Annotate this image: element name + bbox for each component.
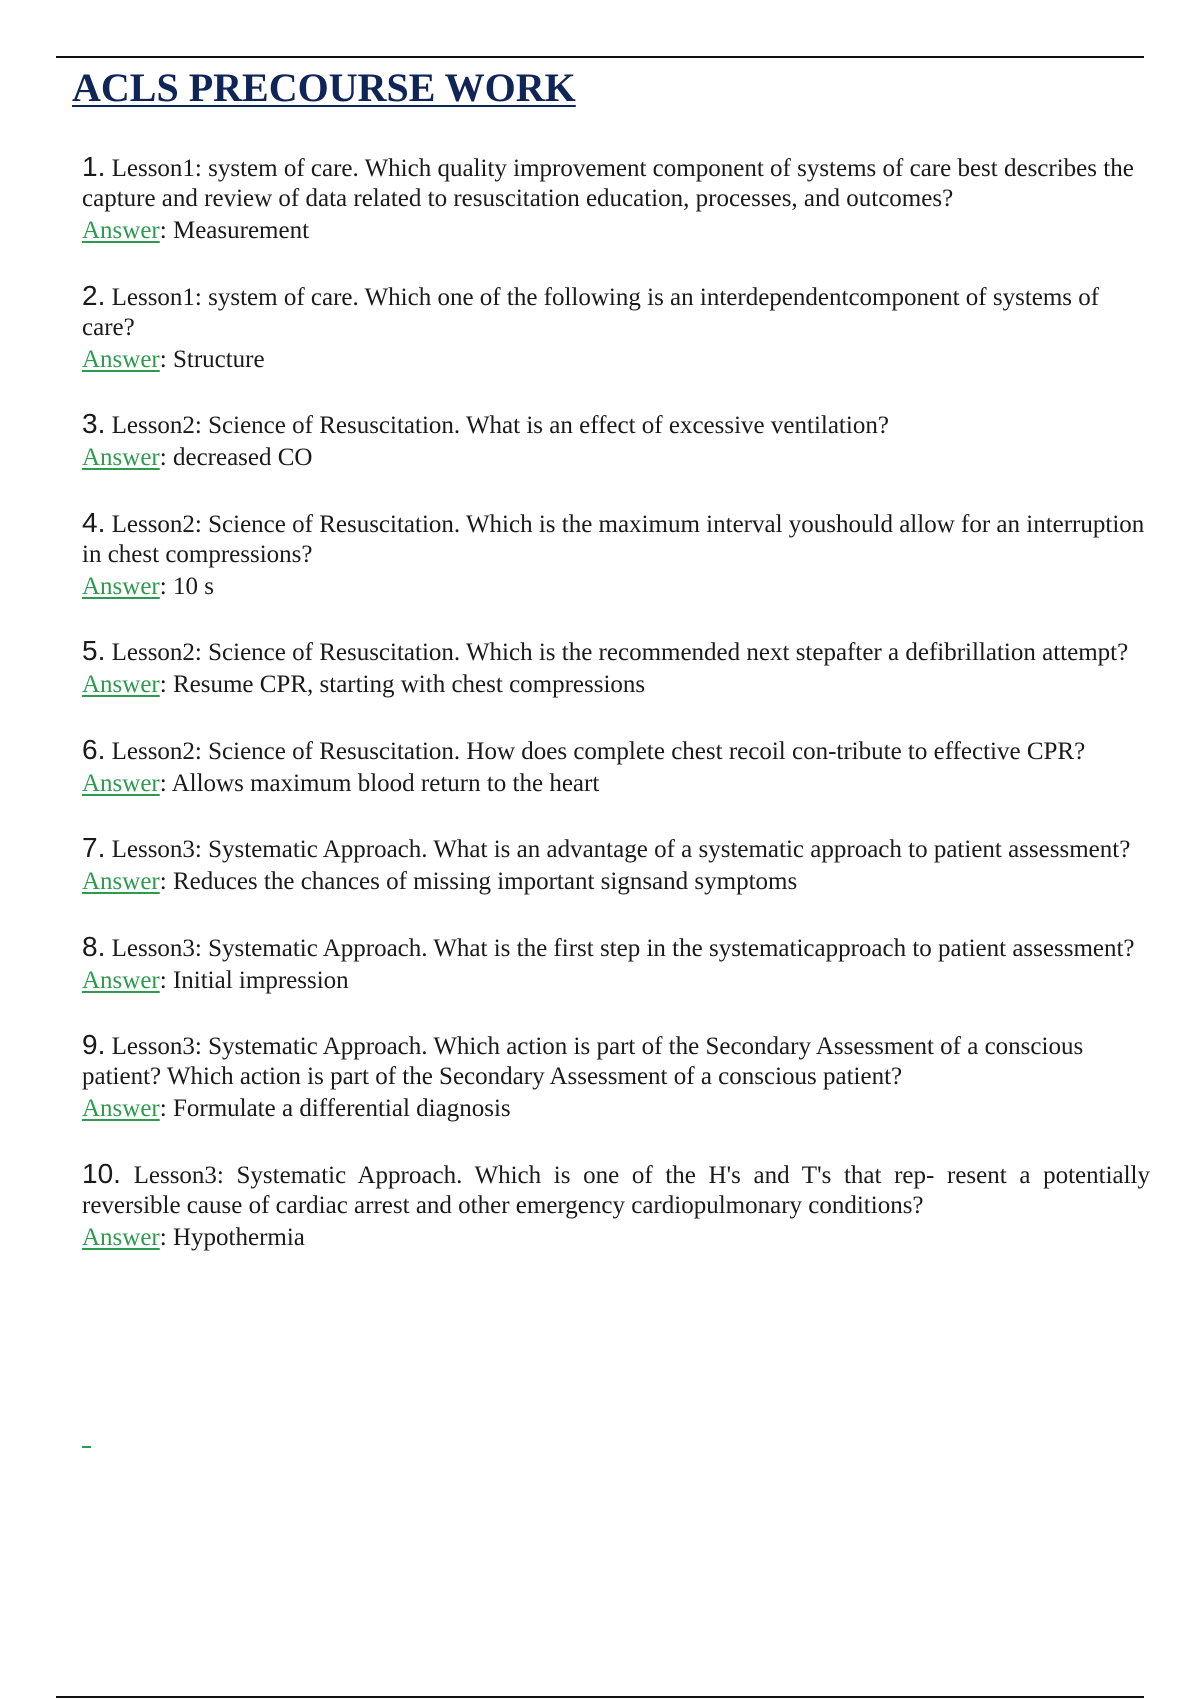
answer-value: Resume CPR, starting with chest compressions: [172, 671, 646, 698]
question-item: [82, 281, 1150, 375]
answer-label: Answer: [82, 868, 160, 895]
answer-label: Answer: [82, 572, 160, 600]
question-item: [82, 409, 1150, 473]
answer-value: Initial impression: [172, 966, 349, 994]
answer-label: Answer: [82, 444, 160, 471]
question-number: 6.: [82, 733, 106, 765]
question-number: 8.: [82, 930, 106, 962]
question-number: 1.: [82, 151, 106, 182]
question-body: Lesson3: Systematic Approach. Which action is part of the Secondary Assessment of a conscious patient? Which action is part of the Secondary Assessment of a conscious patient?: [82, 1033, 1084, 1090]
answer-label: Answer: [82, 966, 160, 994]
answer-separator: :: [159, 1095, 173, 1122]
answer-value: Structure: [172, 345, 265, 373]
question-number: 3.: [82, 408, 106, 439]
question-item: [82, 833, 1150, 897]
question-body: Lesson2: Science of Resuscitation. What is an effect of excessive ventilation?: [111, 412, 889, 439]
question-text: [82, 1159, 1150, 1221]
answer-separator: :: [159, 966, 173, 994]
question-item: [82, 932, 1150, 996]
answer-separator: :: [159, 868, 173, 895]
question-item: [82, 1159, 1150, 1253]
answer-line: [82, 866, 1150, 897]
answer-label: Answer: [82, 1095, 160, 1122]
answer-label: Answer: [82, 345, 160, 373]
answer-value: Hypothermia: [172, 1223, 305, 1251]
answer-label: Answer: [82, 1223, 160, 1251]
top-rule: [56, 56, 1144, 58]
bottom-rule: [56, 1696, 1144, 1698]
answer-line: [82, 768, 1150, 799]
question-text: [82, 932, 1150, 964]
answer-line: [82, 442, 1150, 473]
answer-separator: :: [159, 217, 173, 244]
question-text: [82, 1030, 1150, 1092]
question-text: [82, 636, 1150, 668]
question-body: Lesson1: system of care. Which quality improvement component of systems of care best describes the capture and review of data related to resuscitation education, processes, and outcomes?: [82, 155, 1134, 212]
question-item: [82, 508, 1150, 602]
answer-value: Formulate a differential diagnosis: [172, 1095, 511, 1122]
answer-separator: :: [159, 769, 172, 797]
question-item: [82, 735, 1150, 799]
question-body: Lesson2: Science of Resuscitation. Which is the recommended next stepafter a defibrillation attempt?: [111, 639, 1129, 666]
question-body: Lesson3: Systematic Approach. Which is one of the H's and T's that rep- resent a potentially reversible cause of cardiac arrest and other emergency cardiopulmonary conditions?: [82, 1161, 1151, 1219]
answer-value: 10 s: [172, 572, 214, 600]
answer-value: Reduces the chances of missing important signsand symptoms: [172, 868, 798, 895]
answer-separator: :: [159, 671, 173, 698]
question-body: Lesson3: Systematic Approach. What is the first step in the systematicapproach to patient assessment?: [111, 934, 1135, 962]
question-body: Lesson2: Science of Resuscitation. How does complete chest recoil con-tribute to effective CPR?: [111, 737, 1086, 765]
question-body: Lesson1: system of care. Which one of the following is an interdependentcomponent of systems of care?: [82, 283, 1100, 341]
answer-line: [82, 669, 1150, 700]
answer-separator: :: [159, 345, 173, 373]
answer-value: decreased CO: [172, 444, 313, 471]
question-text: [82, 508, 1150, 570]
answer-line: [82, 1093, 1150, 1124]
trailing-dash: [82, 1446, 91, 1448]
answer-line: [82, 965, 1150, 996]
question-text: [82, 833, 1150, 865]
answer-separator: :: [159, 1223, 173, 1251]
question-number: 10.: [82, 1157, 121, 1189]
question-text: [82, 409, 1150, 441]
answer-line: [82, 571, 1150, 602]
answer-value: Allows maximum blood return to the heart: [171, 769, 600, 797]
question-number: 9.: [82, 1029, 106, 1060]
question-item: [82, 1030, 1150, 1124]
answer-value: Measurement: [172, 217, 310, 244]
answer-line: [82, 215, 1150, 246]
question-number: 5.: [82, 635, 106, 666]
answer-label: Answer: [82, 217, 160, 244]
answer-line: [82, 344, 1150, 375]
question-body: Lesson2: Science of Resuscitation. Which is the maximum interval youshould allow for an interruption in chest compressions?: [82, 510, 1145, 568]
question-number: 2.: [82, 279, 106, 311]
page-title: ACLS PRECOURSE WORK: [72, 65, 576, 110]
question-item: [82, 636, 1150, 700]
question-text: [82, 735, 1150, 767]
question-text: [82, 152, 1150, 214]
answer-label: Answer: [82, 671, 160, 698]
answer-line: [82, 1222, 1150, 1253]
question-number: 7.: [82, 832, 106, 863]
question-list: [82, 152, 1150, 1287]
question-number: 4.: [82, 506, 106, 538]
answer-separator: :: [159, 444, 173, 471]
answer-separator: :: [159, 572, 173, 600]
question-item: [82, 152, 1150, 246]
question-text: [82, 281, 1150, 343]
answer-label: Answer: [82, 769, 160, 797]
question-body: Lesson3: Systematic Approach. What is an advantage of a systematic approach to patient assessment?: [111, 836, 1131, 863]
